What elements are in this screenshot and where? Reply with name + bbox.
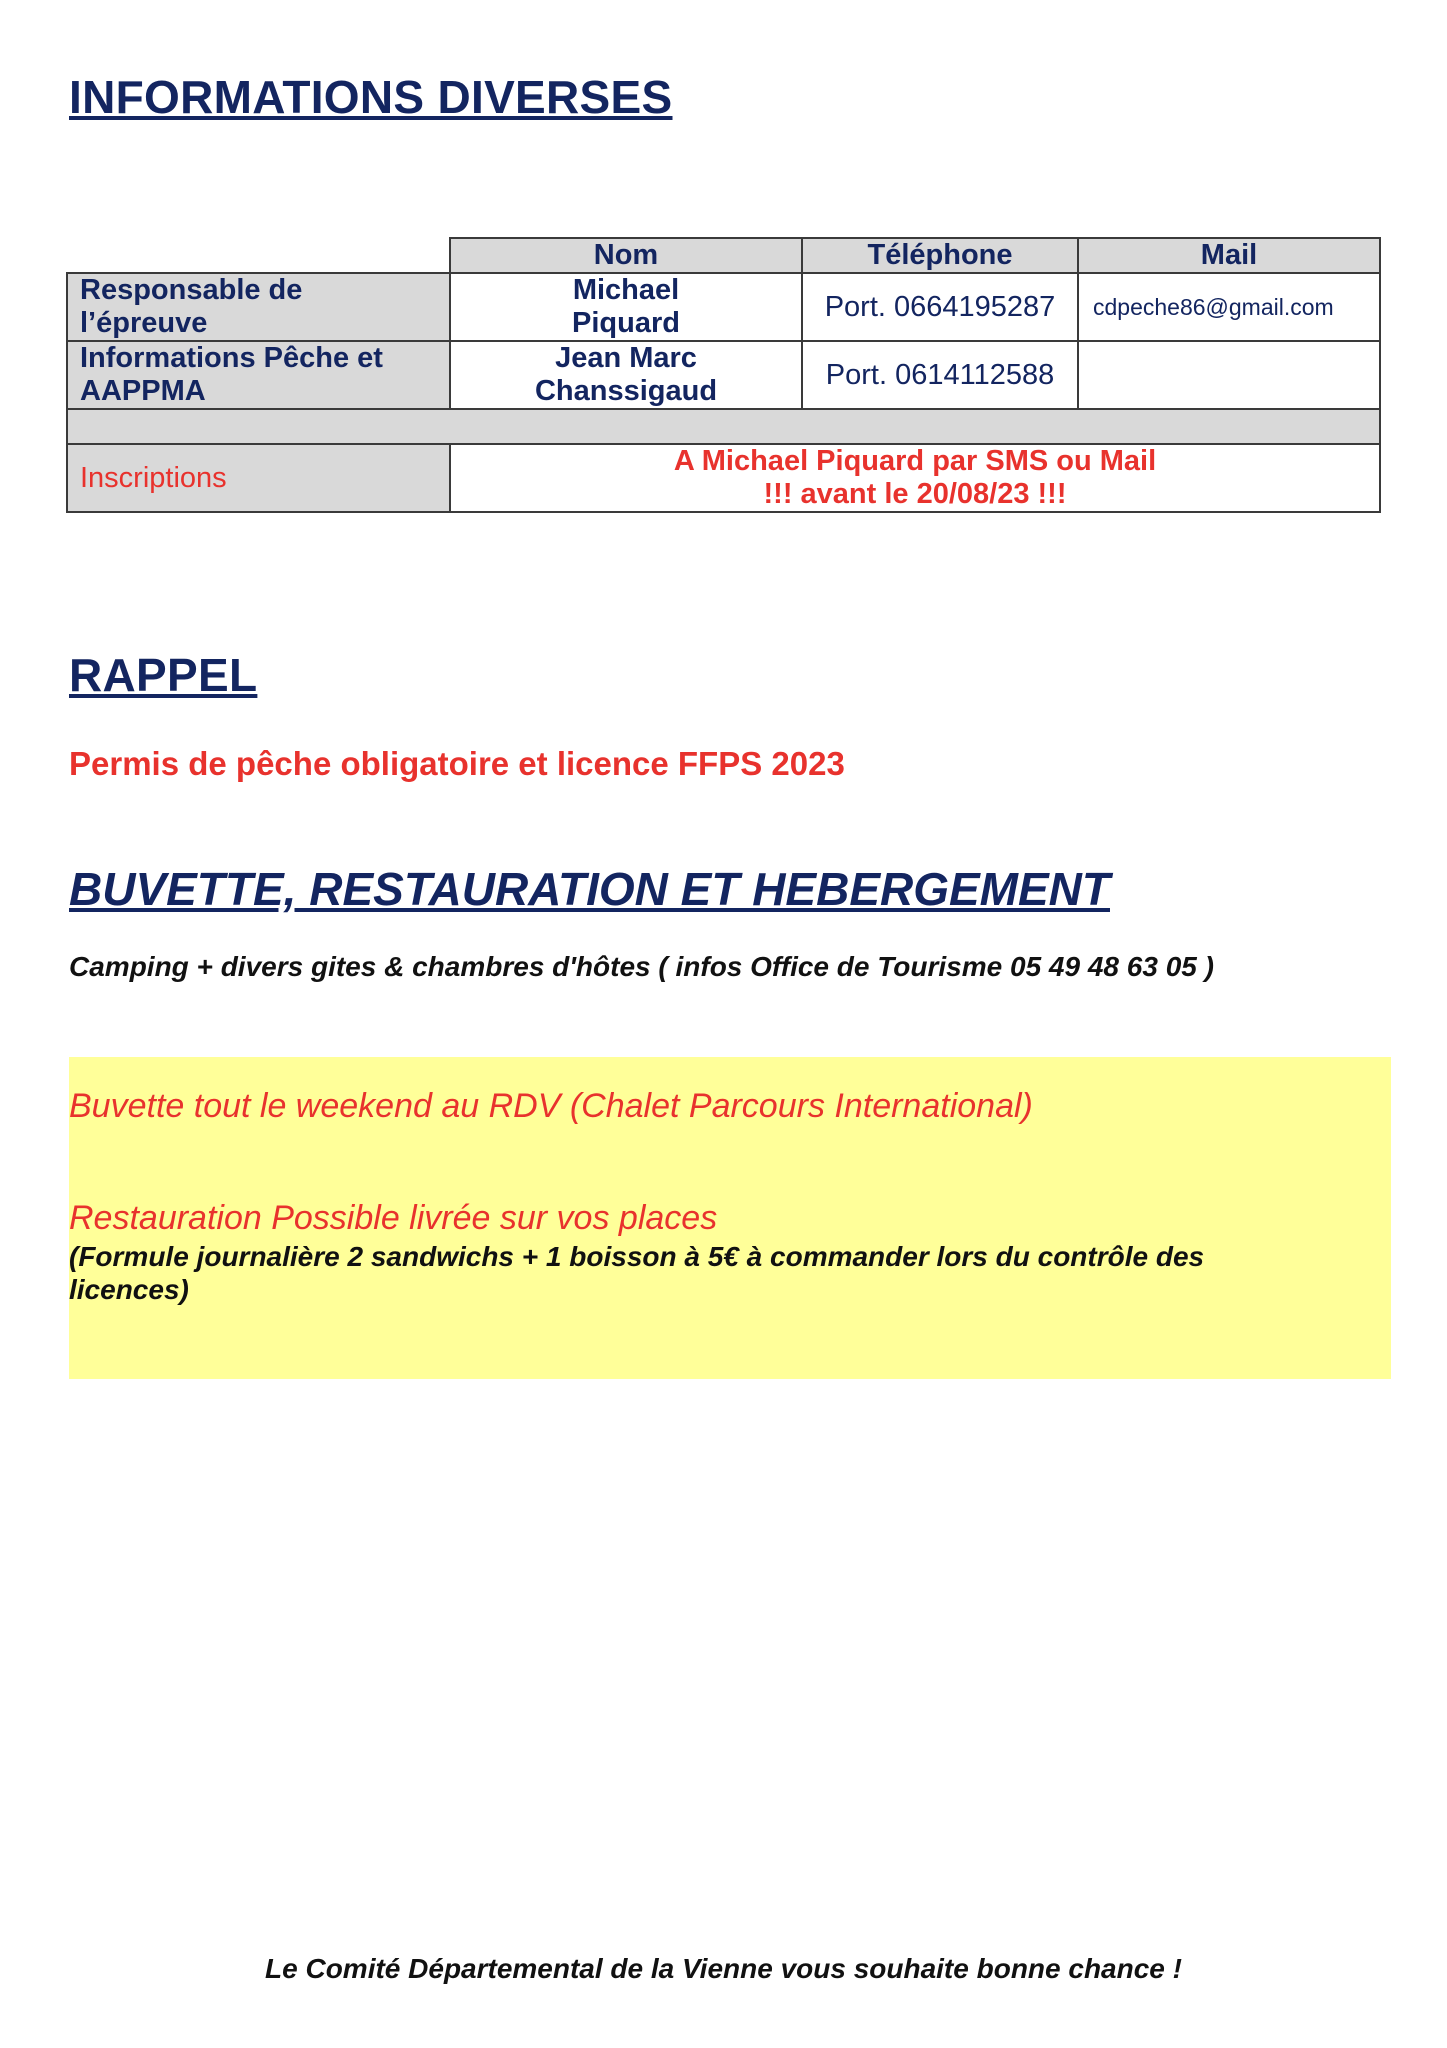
table-row-telephone: Port. 0614112588 [801, 340, 1079, 410]
inscriptions-label: Inscriptions [66, 443, 451, 513]
inscriptions-value: A Michael Piquard par SMS ou Mail !!! avant le 20/08/23 !!! [449, 443, 1381, 513]
table-row-label: Informations Pêche et AAPPMA [66, 340, 451, 410]
camping-text: Camping + divers gites & chambres d'hôtes ( infos Office de Tourisme 05 49 48 63 05 ) [69, 951, 1214, 982]
formule-text: (Formule journalière 2 sandwichs + 1 boisson à 5€ à commander lors du contrôle des licences) [69, 1241, 1205, 1305]
table-spacer-row [66, 408, 1381, 445]
table-row-nom: Jean Marc Chanssigaud [449, 340, 803, 410]
header-nom: Nom [449, 237, 803, 274]
header-telephone: Téléphone [801, 237, 1079, 274]
buvette-title: BUVETTE, RESTAURATION ET HEBERGEMENT [69, 863, 1110, 915]
table-row-mail [1077, 340, 1381, 410]
header-mail: Mail [1077, 237, 1381, 274]
rappel-title: RAPPEL [69, 649, 258, 701]
restauration-title: Restauration Possible livrée sur vos places [69, 1199, 718, 1237]
footer-message: Le Comité Départemental de la Vienne vous souhaite bonne chance ! [265, 1953, 1182, 1984]
page-title: INFORMATIONS DIVERSES [69, 71, 673, 123]
table-row-label: Responsable de l’épreuve [66, 272, 451, 342]
table-row-telephone: Port. 0664195287 [801, 272, 1079, 342]
table-row-nom: Michael Piquard [449, 272, 803, 342]
buvette-line: Buvette tout le weekend au RDV (Chalet Parcours International) [69, 1087, 1033, 1125]
rappel-text: Permis de pêche obligatoire et licence FFPS 2023 [69, 745, 845, 782]
table-row-mail[interactable]: cdpeche86@gmail.com [1077, 272, 1381, 342]
